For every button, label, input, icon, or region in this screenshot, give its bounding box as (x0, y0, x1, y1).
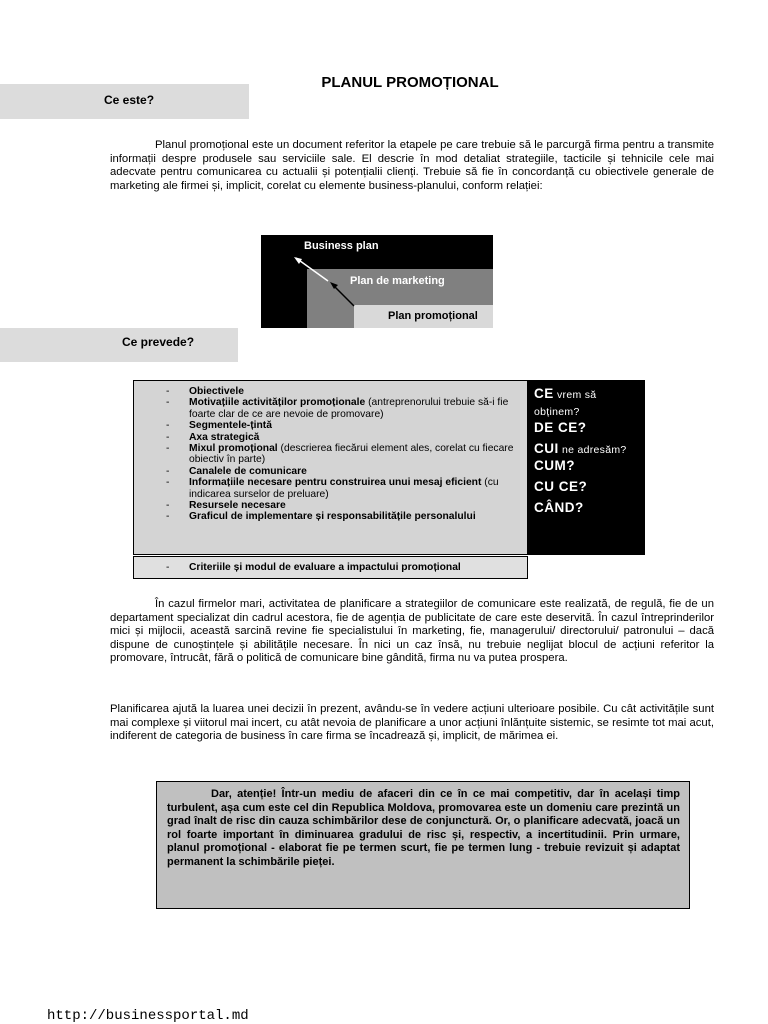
section-tab-label: Ce prevede? (122, 335, 195, 349)
footer-url[interactable]: http://businessportal.md (47, 1008, 249, 1024)
question-cand: CÂND? (534, 500, 584, 515)
list-item: - Informațiile necesare pentru construirea unui mesaj eficient (cu indicarea surselor de preluare) (166, 477, 499, 500)
body-paragraph-2: În cazul firmelor mari, activitatea de planificare a strategiilor de comunicare este realizată, de regulă, fie de un departament specializat din cadrul acestora, fie de agenția de publicitate de care este deservită. În cazul întreprinderilor mici și mijlocii, această sarcină revine fie specialistului în marketing, fie, managerului/ directorului/ patronului – dacă dispune de cunoștințele și abilitățile necesare. În nici un caz însă, nu trebuie neglijat blocul de acțiuni referitor la promovare, întrucât, fără o politică de comunicare bine gândită, firma nu va putea prospera. (110, 598, 714, 665)
intro-paragraph: Planul promoțional este un document referitor la etapele pe care trebuie să le parcurgă firma pentru a transmite informații despre produsele sau serviciile sale. El descrie în mod detaliat strategiile, tacticile și tehnicile cele mai adecvate pentru comunicarea cu actualii și potențialii clienți. Trebuie să fie în concordanță cu obiectivele generale de marketing ale firmei și, implicit, corelat cu elemente business-planului, conform relației: (110, 139, 714, 192)
arrowhead-icon (294, 257, 302, 264)
list-item: - Motivațiile activităților promoționale (antreprenorului trebuie să-i fie foarte clar de ce are nevoie de promovare) (166, 397, 509, 420)
section-tab-ce-prevede (0, 328, 238, 362)
plan-contents-table (133, 380, 645, 579)
arrow-up-icon (296, 258, 328, 281)
plan-items-panel (133, 380, 528, 555)
question-de-ce: DE CE? (534, 420, 587, 435)
section-tab-label: Ce este? (104, 93, 155, 107)
plan-evaluation-row (133, 556, 528, 579)
diagram-label-marketing-plan: Plan de marketing (350, 275, 445, 287)
question-cum: CUM? (534, 458, 575, 473)
list-item: - Segmentele-țintă (166, 420, 272, 432)
list-item: - Canalele de comunicare (166, 465, 307, 477)
diagram-label-promotional-plan: Plan promoțional (388, 310, 478, 322)
list-item: - Obiectivele (166, 386, 244, 397)
plan-questions-panel (528, 380, 645, 555)
question-ce: CE vrem să obținem? (534, 386, 597, 418)
question-cui: CUI ne adresăm? (534, 441, 627, 456)
body-paragraph-3: Planificarea ajută la luarea unei decizii în prezent, avându-se în vedere acțiuni ulterioare posibile. Cu cât activitățile sunt mai complexe și viitorul mai incert, cu atât nevoia de planificare a unor acțiuni înlănțuite sistemic, se resimte tot mai acut, indiferent de categoria de business în care firma se încadrează și, implicit, de mărimea ei. (110, 703, 714, 743)
list-item: - Criteriile și modul de evaluare a impactului promoțional (166, 562, 461, 573)
page-title: PLANUL PROMOȚIONAL (321, 74, 499, 91)
diagram-label-business-plan: Business plan (304, 240, 379, 252)
list-item: - Resursele necesare (166, 500, 286, 512)
warning-callout: Dar, atenție! Într-un mediu de afaceri din ce în ce mai competitiv, dar în același timp turbulent, așa cum este cel din Republica Moldova, promovarea este un domeniu care prezintă un grad înalt de risc din cauza schimbărilor dese de conjunctură. Or, o planificare adecvată, joacă un rol foarte important în diminuarea gradului de risc și, respectiv, a incertitudinii. Prin urmare, planul promoțional - elaborat fie pe termen scurt, fie pe termen lung - trebuie revizuit și adaptat permanent la schimbările pieței. (156, 781, 690, 909)
plan-items-list (134, 381, 527, 523)
list-item: - Mixul promoțional (descrierea fiecărui element ales, corelat cu fiecare obiectiv în parte) (166, 443, 514, 466)
plan-hierarchy-diagram (261, 235, 493, 328)
list-item: - Graficul de implementare și responsabilitățile personalului (166, 511, 476, 523)
list-item: - Axa strategică (166, 431, 260, 443)
question-cu-ce: CU CE? (534, 479, 588, 494)
